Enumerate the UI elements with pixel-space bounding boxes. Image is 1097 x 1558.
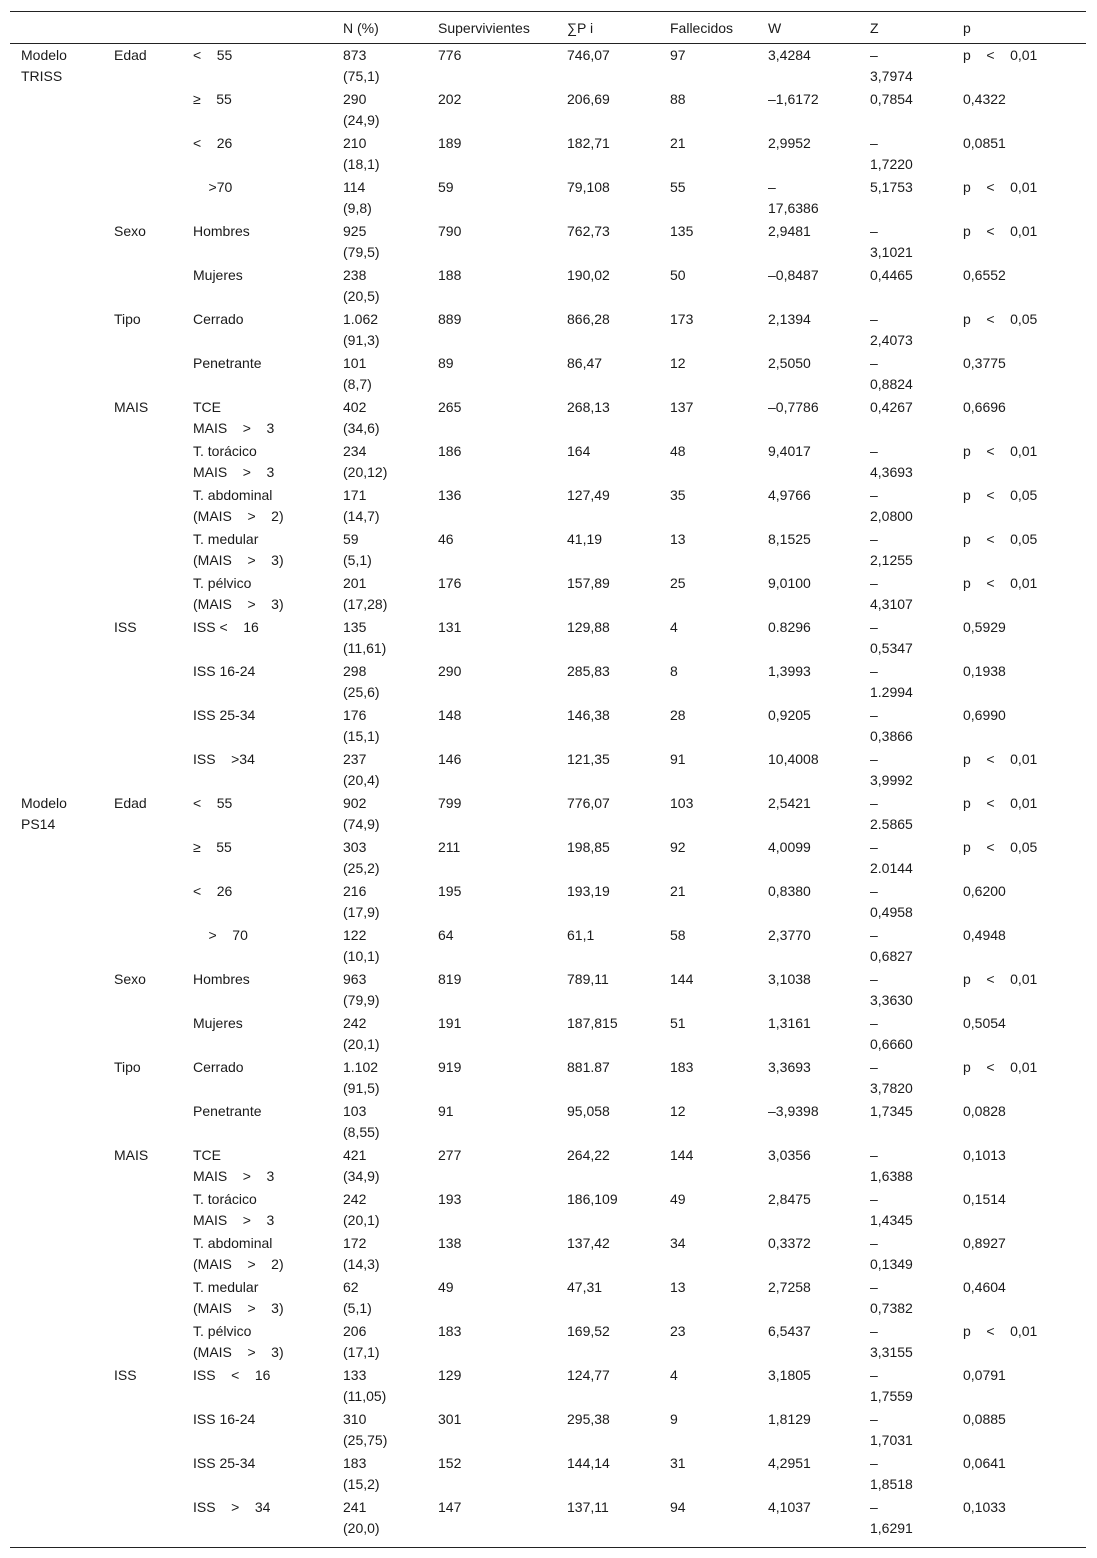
w-cell: 0,9205	[768, 707, 811, 723]
w-cell: –3,9398	[768, 1103, 819, 1119]
survivors-cell: 189	[438, 135, 462, 151]
sum-p-cell: 47,31	[567, 1279, 603, 1295]
n-cell: 206 (17,1)	[343, 1323, 380, 1360]
p-cell: 0,4322	[963, 91, 1006, 107]
w-cell: 1,8129	[768, 1411, 811, 1427]
n-cell: 62 (5,1)	[343, 1279, 372, 1316]
n-cell: 963 (79,9)	[343, 971, 380, 1008]
n-cell: 310 (25,75)	[343, 1411, 388, 1448]
survivors-cell: 183	[438, 1323, 462, 1339]
survivors-cell: 301	[438, 1411, 462, 1427]
z-cell: – 0,6660	[870, 1015, 913, 1052]
group-cell: ISS	[114, 1367, 137, 1383]
z-cell: – 2.0144	[870, 839, 913, 876]
z-cell: – 1,4345	[870, 1191, 913, 1228]
z-cell: 1,7345	[870, 1103, 913, 1119]
w-cell: 1,3993	[768, 663, 811, 679]
z-cell: – 3,7974	[870, 47, 913, 84]
n-cell: 122 (10,1)	[343, 927, 380, 964]
p-cell: 0,4948	[963, 927, 1006, 943]
sum-p-cell: 866,28	[567, 311, 610, 327]
model-cell: Modelo TRISS	[21, 47, 67, 84]
category-cell: TCE MAIS > 3	[193, 1147, 275, 1184]
w-cell: –1,6172	[768, 91, 819, 107]
z-cell: – 1.2994	[870, 663, 913, 700]
category-cell: ISS 16-24	[193, 1411, 256, 1427]
w-cell: 9,0100	[768, 575, 811, 591]
w-cell: 3,1038	[768, 971, 811, 987]
n-cell: 242 (20,1)	[343, 1191, 380, 1228]
deceased-cell: 31	[670, 1455, 686, 1471]
category-cell: >70	[193, 179, 233, 195]
deceased-cell: 97	[670, 47, 686, 63]
sum-p-cell: 295,38	[567, 1411, 610, 1427]
n-cell: 402 (34,6)	[343, 399, 380, 436]
deceased-cell: 103	[670, 795, 694, 811]
group-cell: Edad	[114, 47, 147, 63]
survivors-cell: 129	[438, 1367, 462, 1383]
survivors-cell: 265	[438, 399, 462, 415]
sum-p-cell: 86,47	[567, 355, 603, 371]
w-cell: 3,4284	[768, 47, 811, 63]
p-cell: p < 0,01	[963, 179, 1038, 195]
deceased-cell: 183	[670, 1059, 694, 1075]
category-cell: T. medular (MAIS > 3)	[193, 1279, 284, 1316]
n-cell: 103 (8,55)	[343, 1103, 380, 1140]
survivors-cell: 290	[438, 663, 462, 679]
deceased-cell: 55	[670, 179, 686, 195]
deceased-cell: 21	[670, 883, 686, 899]
n-cell: 902 (74,9)	[343, 795, 380, 832]
sum-p-cell: 881.87	[567, 1059, 610, 1075]
sum-p-cell: 193,19	[567, 883, 610, 899]
sum-p-cell: 146,38	[567, 707, 610, 723]
survivors-cell: 776	[438, 47, 462, 63]
p-cell: p < 0,05	[963, 487, 1038, 503]
p-cell: 0,0641	[963, 1455, 1006, 1471]
sum-p-cell: 129,88	[567, 619, 610, 635]
survivors-cell: 136	[438, 487, 462, 503]
w-cell: –0,7786	[768, 399, 819, 415]
p-cell: p < 0,01	[963, 575, 1038, 591]
category-cell: T. medular (MAIS > 3)	[193, 531, 284, 568]
sum-p-cell: 124,77	[567, 1367, 610, 1383]
sum-p-cell: 198,85	[567, 839, 610, 855]
z-cell: – 0,3866	[870, 707, 913, 744]
z-cell: – 0,6827	[870, 927, 913, 964]
w-cell: 4,1037	[768, 1499, 811, 1515]
n-cell: 234 (20,12)	[343, 443, 388, 480]
deceased-cell: 13	[670, 1279, 686, 1295]
p-cell: 0,1033	[963, 1499, 1006, 1515]
w-cell: 2,7258	[768, 1279, 811, 1295]
survivors-cell: 195	[438, 883, 462, 899]
p-cell: 0,6200	[963, 883, 1006, 899]
z-cell: – 3,3630	[870, 971, 913, 1008]
z-cell: – 0,4958	[870, 883, 913, 920]
header-n-cell: N (%)	[343, 20, 379, 36]
n-cell: 1.062 (91,3)	[343, 311, 380, 348]
deceased-cell: 92	[670, 839, 686, 855]
category-cell: < 26	[193, 135, 233, 151]
sum-p-cell: 121,35	[567, 751, 610, 767]
p-cell: 0,0851	[963, 135, 1006, 151]
survivors-cell: 176	[438, 575, 462, 591]
w-cell: 3,0356	[768, 1147, 811, 1163]
category-cell: ≥ 55	[193, 91, 232, 107]
sum-p-cell: 187,815	[567, 1015, 618, 1031]
header-sum-p-cell: ∑P i	[567, 20, 594, 36]
category-cell: > 70	[193, 927, 248, 943]
deceased-cell: 135	[670, 223, 694, 239]
survivors-cell: 146	[438, 751, 462, 767]
category-cell: ISS >34	[193, 751, 255, 767]
p-cell: 0,4604	[963, 1279, 1006, 1295]
w-cell: 8,1525	[768, 531, 811, 547]
n-cell: 172 (14,3)	[343, 1235, 380, 1272]
w-cell: 9,4017	[768, 443, 811, 459]
p-cell: 0,6696	[963, 399, 1006, 415]
survivors-cell: 889	[438, 311, 462, 327]
w-cell: 0,3372	[768, 1235, 811, 1251]
sum-p-cell: 762,73	[567, 223, 610, 239]
p-cell: p < 0,05	[963, 311, 1038, 327]
n-cell: 873 (75,1)	[343, 47, 380, 84]
deceased-cell: 137	[670, 399, 694, 415]
p-cell: 0,0828	[963, 1103, 1006, 1119]
n-cell: 114 (9,8)	[343, 179, 372, 216]
group-cell: Sexo	[114, 223, 146, 239]
p-cell: 0,0885	[963, 1411, 1006, 1427]
w-cell: 4,9766	[768, 487, 811, 503]
category-cell: ≥ 55	[193, 839, 232, 855]
results-table	[10, 11, 1086, 1548]
p-cell: 0,6552	[963, 267, 1006, 283]
sum-p-cell: 264,22	[567, 1147, 610, 1163]
header-deceased-cell: Fallecidos	[670, 20, 734, 36]
sum-p-cell: 169,52	[567, 1323, 610, 1339]
w-cell: 1,3161	[768, 1015, 811, 1031]
z-cell: – 2,4073	[870, 311, 913, 348]
w-cell: 2,5050	[768, 355, 811, 371]
category-cell: ISS < 16	[193, 619, 259, 635]
group-cell: MAIS	[114, 399, 149, 415]
n-cell: 237 (20,4)	[343, 751, 380, 788]
z-cell: – 4,3693	[870, 443, 913, 480]
deceased-cell: 50	[670, 267, 686, 283]
group-cell: Edad	[114, 795, 147, 811]
w-cell: 6,5437	[768, 1323, 811, 1339]
sum-p-cell: 190,02	[567, 267, 610, 283]
header-w-cell: W	[768, 20, 782, 36]
w-cell: 2,8475	[768, 1191, 811, 1207]
deceased-cell: 9	[670, 1411, 678, 1427]
survivors-cell: 131	[438, 619, 462, 635]
sum-p-cell: 285,83	[567, 663, 610, 679]
category-cell: ISS 25-34	[193, 1455, 256, 1471]
n-cell: 925 (79,5)	[343, 223, 380, 260]
n-cell: 101 (8,7)	[343, 355, 372, 392]
z-cell: – 3,7820	[870, 1059, 913, 1096]
p-cell: 0,6990	[963, 707, 1006, 723]
p-cell: 0,5054	[963, 1015, 1006, 1031]
header-divider	[10, 43, 1086, 44]
survivors-cell: 91	[438, 1103, 454, 1119]
category-cell: Mujeres	[193, 267, 243, 283]
z-cell: 0,4267	[870, 399, 913, 415]
n-cell: 59 (5,1)	[343, 531, 372, 568]
category-cell: ISS > 34	[193, 1499, 271, 1515]
n-cell: 238 (20,5)	[343, 267, 380, 304]
w-cell: 4,0099	[768, 839, 811, 855]
p-cell: 0,8927	[963, 1235, 1006, 1251]
n-cell: 176 (15,1)	[343, 707, 380, 744]
survivors-cell: 191	[438, 1015, 462, 1031]
n-cell: 421 (34,9)	[343, 1147, 380, 1184]
deceased-cell: 13	[670, 531, 686, 547]
category-cell: T. torácico MAIS > 3	[193, 443, 275, 480]
survivors-cell: 819	[438, 971, 462, 987]
survivors-cell: 211	[438, 839, 461, 855]
p-cell: 0,1514	[963, 1191, 1006, 1207]
p-cell: p < 0,01	[963, 47, 1038, 63]
sum-p-cell: 137,11	[567, 1499, 609, 1515]
n-cell: 133 (11,05)	[343, 1367, 387, 1404]
survivors-cell: 919	[438, 1059, 462, 1075]
group-cell: MAIS	[114, 1147, 149, 1163]
n-cell: 298 (25,6)	[343, 663, 380, 700]
deceased-cell: 58	[670, 927, 686, 943]
survivors-cell: 147	[438, 1499, 462, 1515]
w-cell: 2,5421	[768, 795, 811, 811]
sum-p-cell: 164	[567, 443, 591, 459]
deceased-cell: 8	[670, 663, 678, 679]
sum-p-cell: 61,1	[567, 927, 595, 943]
model-cell: Modelo PS14	[21, 795, 67, 832]
sum-p-cell: 157,89	[567, 575, 610, 591]
sum-p-cell: 776,07	[567, 795, 610, 811]
z-cell: – 1,7559	[870, 1367, 913, 1404]
w-cell: 0,8380	[768, 883, 811, 899]
deceased-cell: 144	[670, 971, 694, 987]
sum-p-cell: 268,13	[567, 399, 610, 415]
w-cell: 2,1394	[768, 311, 811, 327]
sum-p-cell: 789,11	[567, 971, 609, 987]
p-cell: 0,1013	[963, 1147, 1006, 1163]
deceased-cell: 35	[670, 487, 686, 503]
category-cell: < 55	[193, 795, 233, 811]
survivors-cell: 64	[438, 927, 454, 943]
n-cell: 201 (17,28)	[343, 575, 388, 612]
category-cell: Cerrado	[193, 311, 244, 327]
p-cell: p < 0,01	[963, 223, 1038, 239]
deceased-cell: 144	[670, 1147, 694, 1163]
deceased-cell: 21	[670, 135, 686, 151]
p-cell: p < 0,01	[963, 443, 1038, 459]
category-cell: T. pélvico (MAIS > 3)	[193, 575, 284, 612]
w-cell: –0,8487	[768, 267, 819, 283]
category-cell: ISS 25-34	[193, 707, 256, 723]
sum-p-cell: 182,71	[567, 135, 610, 151]
deceased-cell: 23	[670, 1323, 686, 1339]
n-cell: 135 (11,61)	[343, 619, 387, 656]
z-cell: 0,7854	[870, 91, 913, 107]
category-cell: Hombres	[193, 971, 250, 987]
p-cell: 0,1938	[963, 663, 1006, 679]
p-cell: p < 0,01	[963, 795, 1038, 811]
z-cell: – 0,5347	[870, 619, 913, 656]
w-cell: 0.8296	[768, 619, 811, 635]
n-cell: 183 (15,2)	[343, 1455, 380, 1492]
survivors-cell: 277	[438, 1147, 462, 1163]
deceased-cell: 49	[670, 1191, 686, 1207]
category-cell: < 26	[193, 883, 233, 899]
deceased-cell: 12	[670, 1103, 686, 1119]
z-cell: – 0,1349	[870, 1235, 913, 1272]
deceased-cell: 88	[670, 91, 686, 107]
sum-p-cell: 127,49	[567, 487, 610, 503]
sum-p-cell: 186,109	[567, 1191, 618, 1207]
category-cell: < 55	[193, 47, 233, 63]
sum-p-cell: 144,14	[567, 1455, 610, 1471]
deceased-cell: 173	[670, 311, 694, 327]
p-cell: 0,5929	[963, 619, 1006, 635]
sum-p-cell: 206,69	[567, 91, 610, 107]
survivors-cell: 202	[438, 91, 462, 107]
n-cell: 171 (14,7)	[343, 487, 380, 524]
survivors-cell: 138	[438, 1235, 462, 1251]
z-cell: – 2,1255	[870, 531, 913, 568]
w-cell: 10,4008	[768, 751, 819, 767]
w-cell: 2,9481	[768, 223, 811, 239]
deceased-cell: 12	[670, 355, 686, 371]
survivors-cell: 188	[438, 267, 462, 283]
survivors-cell: 49	[438, 1279, 454, 1295]
w-cell: 4,2951	[768, 1455, 811, 1471]
p-cell: p < 0,01	[963, 971, 1038, 987]
category-cell: ISS < 16	[193, 1367, 271, 1383]
w-cell: 3,1805	[768, 1367, 811, 1383]
n-cell: 210 (18,1)	[343, 135, 380, 172]
z-cell: – 1,8518	[870, 1455, 913, 1492]
header-z-cell: Z	[870, 20, 879, 36]
category-cell: T. abdominal (MAIS > 2)	[193, 1235, 284, 1272]
deceased-cell: 4	[670, 1367, 678, 1383]
z-cell: – 2,0800	[870, 487, 913, 524]
p-cell: 0,3775	[963, 355, 1006, 371]
p-cell: p < 0,05	[963, 531, 1038, 547]
category-cell: Penetrante	[193, 1103, 262, 1119]
sum-p-cell: 79,108	[567, 179, 610, 195]
deceased-cell: 51	[670, 1015, 686, 1031]
p-cell: p < 0,01	[963, 1323, 1038, 1339]
survivors-cell: 148	[438, 707, 462, 723]
survivors-cell: 59	[438, 179, 454, 195]
category-cell: Hombres	[193, 223, 250, 239]
w-cell: – 17,6386	[768, 179, 819, 216]
deceased-cell: 48	[670, 443, 686, 459]
survivors-cell: 46	[438, 531, 454, 547]
category-cell: T. abdominal (MAIS > 2)	[193, 487, 284, 524]
group-cell: ISS	[114, 619, 137, 635]
n-cell: 242 (20,1)	[343, 1015, 380, 1052]
z-cell: – 4,3107	[870, 575, 913, 612]
n-cell: 303 (25,2)	[343, 839, 380, 876]
survivors-cell: 790	[438, 223, 462, 239]
z-cell: – 3,1021	[870, 223, 913, 260]
z-cell: – 2.5865	[870, 795, 913, 832]
category-cell: ISS 16-24	[193, 663, 256, 679]
deceased-cell: 91	[670, 751, 686, 767]
n-cell: 216 (17,9)	[343, 883, 380, 920]
p-cell: p < 0,05	[963, 839, 1038, 855]
category-cell: Cerrado	[193, 1059, 244, 1075]
p-cell: p < 0,01	[963, 1059, 1038, 1075]
sum-p-cell: 95,058	[567, 1103, 610, 1119]
category-cell: Penetrante	[193, 355, 262, 371]
n-cell: 290 (24,9)	[343, 91, 380, 128]
z-cell: – 1,7031	[870, 1411, 913, 1448]
z-cell: 5,1753	[870, 179, 913, 195]
z-cell: – 3,9992	[870, 751, 913, 788]
sum-p-cell: 41,19	[567, 531, 603, 547]
header-p-cell: p	[963, 20, 971, 36]
survivors-cell: 186	[438, 443, 462, 459]
survivors-cell: 152	[438, 1455, 462, 1471]
z-cell: – 1,6291	[870, 1499, 913, 1536]
survivors-cell: 89	[438, 355, 454, 371]
w-cell: 2,3770	[768, 927, 811, 943]
deceased-cell: 28	[670, 707, 686, 723]
z-cell: – 0,7382	[870, 1279, 913, 1316]
z-cell: – 1,6388	[870, 1147, 913, 1184]
n-cell: 241 (20,0)	[343, 1499, 380, 1536]
category-cell: TCE MAIS > 3	[193, 399, 275, 436]
n-cell: 1.102 (91,5)	[343, 1059, 380, 1096]
category-cell: T. pélvico (MAIS > 3)	[193, 1323, 284, 1360]
z-cell: 0,4465	[870, 267, 913, 283]
w-cell: 2,9952	[768, 135, 811, 151]
z-cell: – 1,7220	[870, 135, 913, 172]
category-cell: Mujeres	[193, 1015, 243, 1031]
header-survivors-cell: Supervivientes	[438, 20, 530, 36]
sum-p-cell: 137,42	[567, 1235, 610, 1251]
deceased-cell: 34	[670, 1235, 686, 1251]
deceased-cell: 94	[670, 1499, 686, 1515]
deceased-cell: 25	[670, 575, 686, 591]
w-cell: 3,3693	[768, 1059, 811, 1075]
p-cell: 0,0791	[963, 1367, 1006, 1383]
group-cell: Tipo	[114, 311, 141, 327]
survivors-cell: 799	[438, 795, 462, 811]
z-cell: – 3,3155	[870, 1323, 913, 1360]
group-cell: Sexo	[114, 971, 146, 987]
survivors-cell: 193	[438, 1191, 462, 1207]
sum-p-cell: 746,07	[567, 47, 610, 63]
deceased-cell: 4	[670, 619, 678, 635]
category-cell: T. torácico MAIS > 3	[193, 1191, 275, 1228]
z-cell: – 0,8824	[870, 355, 913, 392]
p-cell: p < 0,01	[963, 751, 1038, 767]
group-cell: Tipo	[114, 1059, 141, 1075]
